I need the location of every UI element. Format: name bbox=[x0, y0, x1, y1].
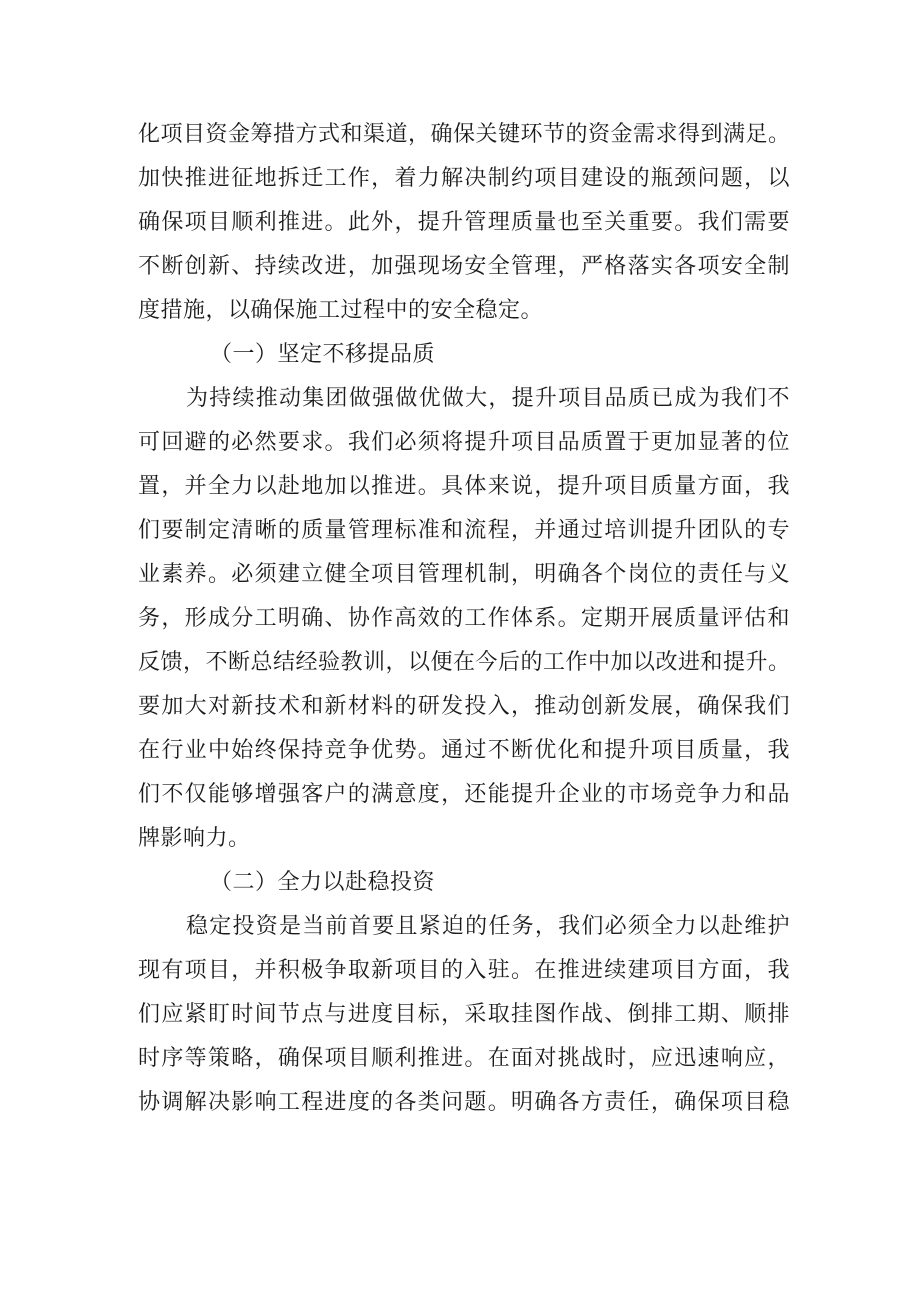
body-line: 反馈，不断总结经验教训，以便在今后的工作中加以改进和提升。 bbox=[138, 650, 791, 675]
paragraph-first-line: 为持续推动集团做强做优做大，提升项目品质已成为我们不 bbox=[186, 386, 790, 411]
body-line: 在行业中始终保持竞争优势。通过不断优化和提升项目质量，我 bbox=[138, 738, 790, 763]
section-heading: （二）全力以赴稳投资 bbox=[210, 870, 436, 895]
body-line: 确保项目顺利推进。此外，提升管理质量也至关重要。我们需要 bbox=[138, 210, 790, 235]
body-line: 们应紧盯时间节点与进度目标，采取挂图作战、倒排工期、顺排 bbox=[138, 1002, 790, 1027]
body-line: 现有项目，并积极争取新项目的入驻。在推进续建项目方面，我 bbox=[138, 958, 790, 983]
section-heading: （一）坚定不移提品质 bbox=[210, 342, 436, 367]
body-line: 牌影响力。 bbox=[138, 826, 251, 851]
body-line: 要加大对新技术和新材料的研发投入，推动创新发展，确保我们 bbox=[138, 694, 790, 719]
body-line: 务，形成分工明确、协作高效的工作体系。定期开展质量评估和 bbox=[138, 606, 790, 631]
body-line: 业素养。必须建立健全项目管理机制，明确各个岗位的责任与义 bbox=[138, 562, 790, 587]
body-line: 时序等策略，确保项目顺利推进。在面对挑战时，应迅速响应， bbox=[138, 1046, 790, 1071]
body-line: 们不仅能够增强客户的满意度，还能提升企业的市场竞争力和品 bbox=[138, 782, 790, 807]
body-line: 置，并全力以赴地加以推进。具体来说，提升项目质量方面，我 bbox=[138, 474, 790, 499]
paragraph-first-line: 稳定投资是当前首要且紧迫的任务，我们必须全力以赴维护 bbox=[186, 914, 790, 939]
body-line: 不断创新、持续改进，加强现场安全管理，严格落实各项安全制 bbox=[138, 254, 790, 279]
document-body bbox=[138, 113, 790, 1125]
body-line: 加快推进征地拆迁工作，着力解决制约项目建设的瓶颈问题，以 bbox=[138, 166, 790, 191]
body-line: 度措施，以确保施工过程中的安全稳定。 bbox=[138, 298, 544, 323]
body-line: 可回避的必然要求。我们必须将提升项目品质置于更加显著的位 bbox=[138, 430, 790, 455]
body-line: 协调解决影响工程进度的各类问题。明确各方责任，确保项目稳 bbox=[138, 1090, 790, 1115]
body-line: 们要制定清晰的质量管理标准和流程，并通过培训提升团队的专 bbox=[138, 518, 790, 543]
body-line: 化项目资金筹措方式和渠道，确保关键环节的资金需求得到满足。 bbox=[138, 122, 791, 147]
